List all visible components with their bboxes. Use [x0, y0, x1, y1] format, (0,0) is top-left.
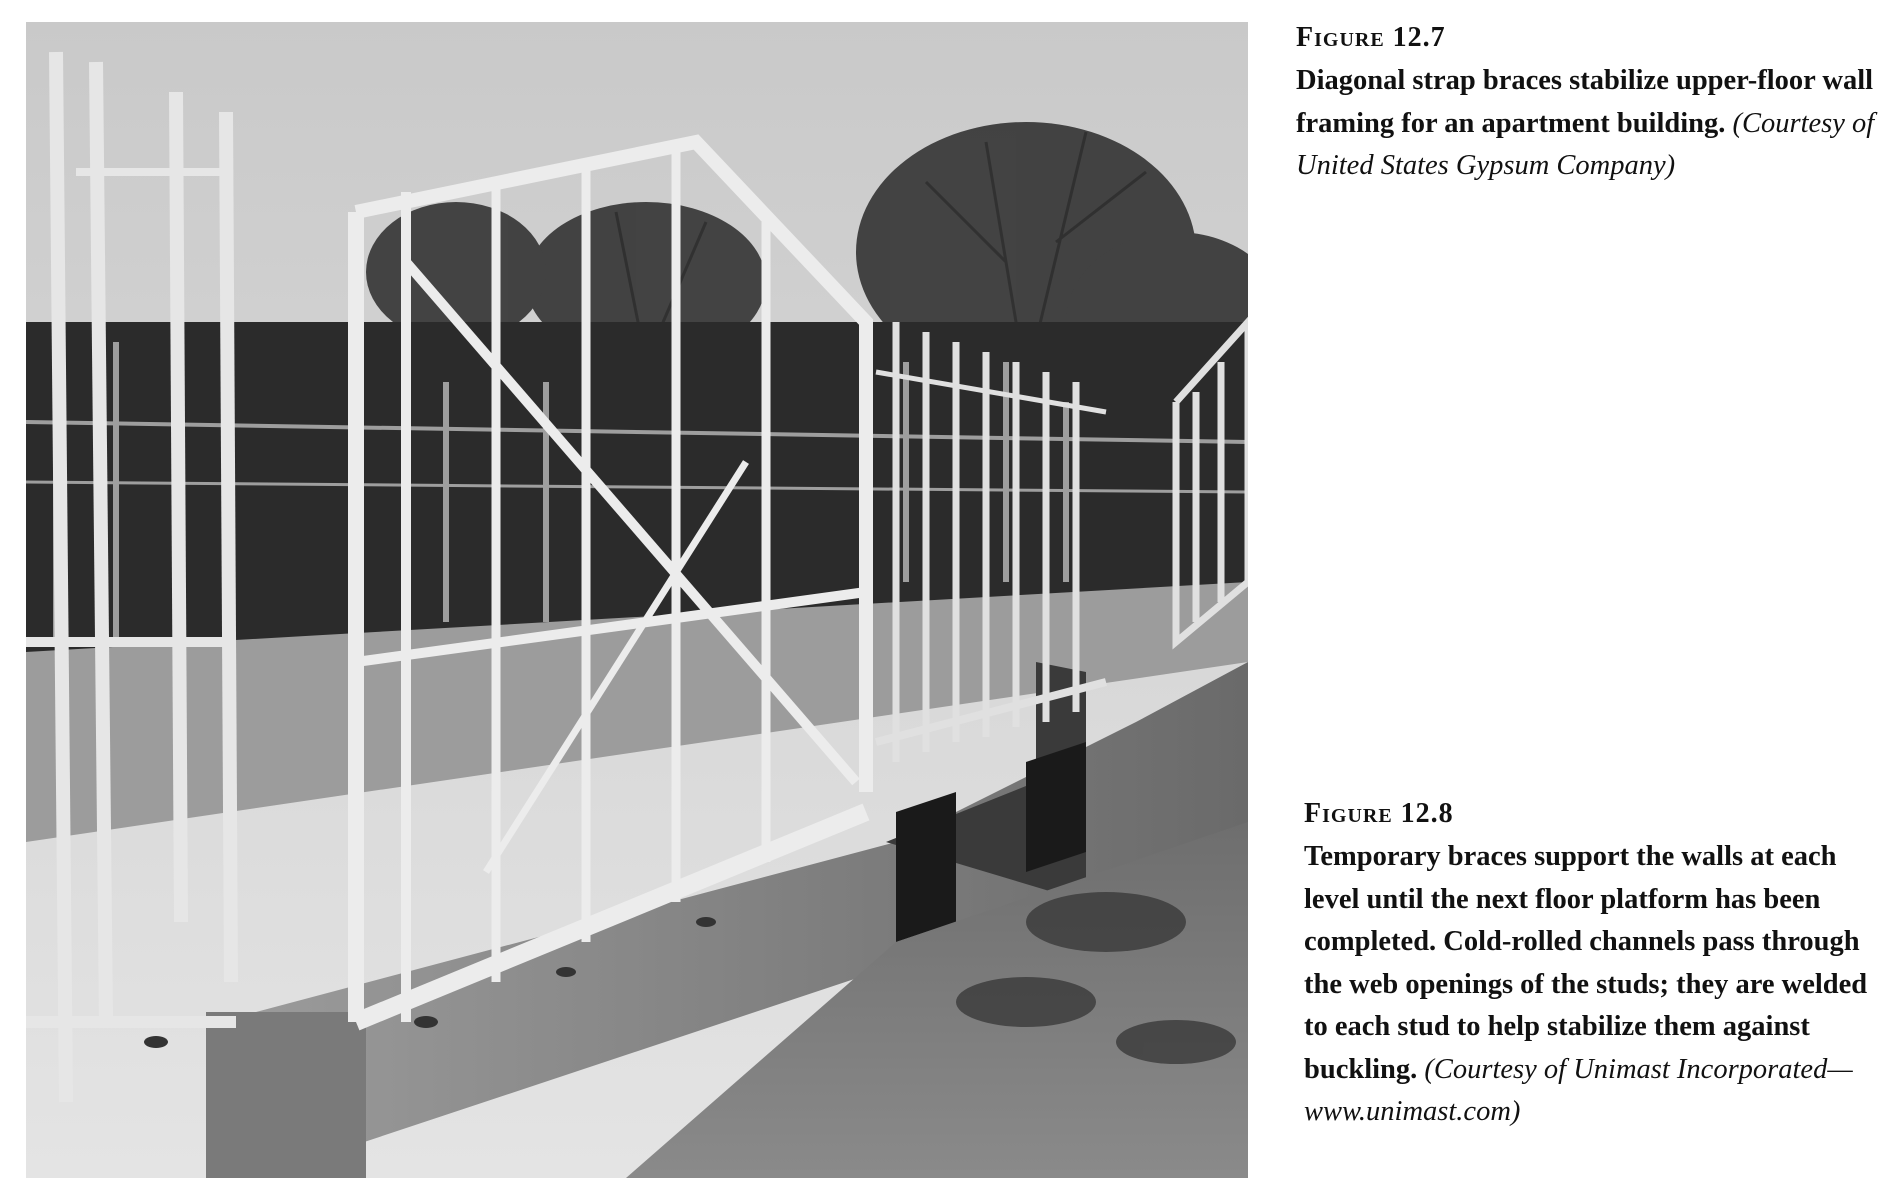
window-opening: [1026, 742, 1086, 872]
construction-photo: [26, 22, 1248, 1178]
caption-credit: (Courtesy of United States Gypsum Company): [1296, 107, 1875, 181]
figure-12-8-caption: [1304, 796, 1894, 1134]
figure-caption-text: [1304, 836, 1894, 1134]
figure-label: Figure 12.7: [1296, 22, 1446, 53]
figure-label: Figure 12.8: [1304, 798, 1454, 829]
caption-description: Temporary braces support the walls at each level until the next floor platform has been completed. Cold-rolled channels pass through the web openings of the studs; they are welded to each stud to help stabilize them against buckling.: [1304, 841, 1868, 1085]
caption-credit: (Courtesy of Unimast Incorporated—www.unimast.com): [1304, 1053, 1853, 1127]
steel-framing-photo-illustration: [26, 22, 1248, 1178]
caption-description: Diagonal strap braces stabilize upper-floor wall framing for an apartment building.: [1296, 65, 1874, 139]
figure-caption-text: [1296, 60, 1886, 188]
figure-12-7-caption: [1296, 20, 1886, 188]
window-opening: [896, 792, 956, 942]
